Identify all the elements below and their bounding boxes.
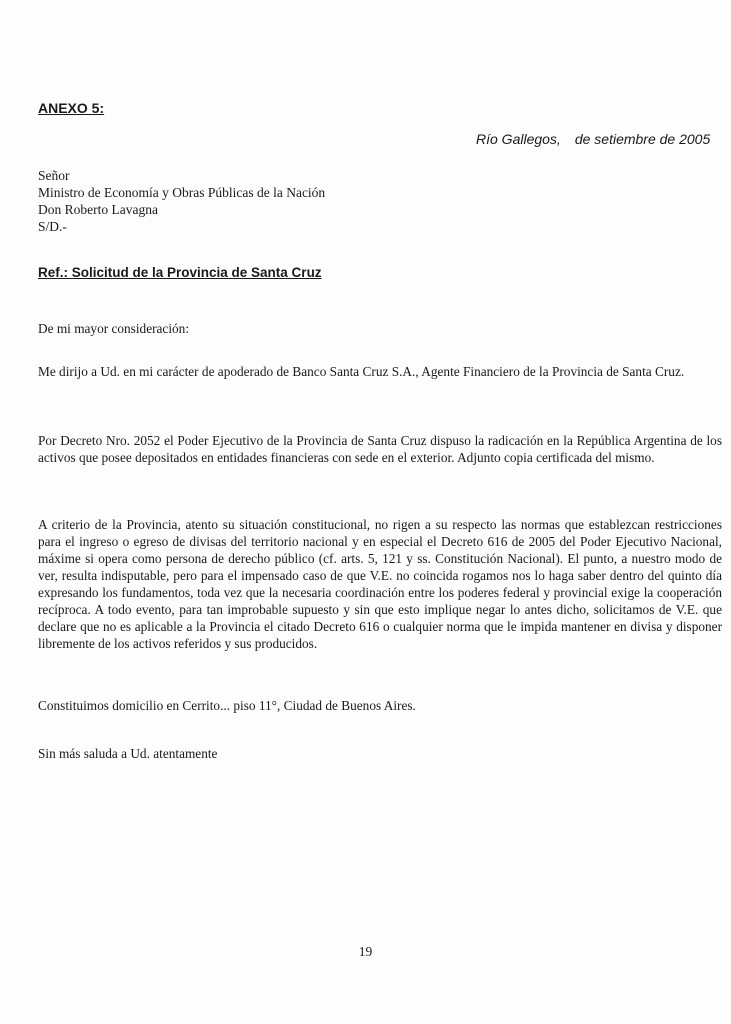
paragraph-domicile: Constituimos domicilio en Cerrito... piso 11°, Ciudad de Buenos Aires. — [38, 698, 416, 713]
reference-line: Ref.: Solicitud de la Provincia de Santa Cruz — [38, 265, 322, 280]
addressee-line-position: Ministro de Economía y Obras Públicas de la Nación — [38, 185, 326, 200]
closing: Sin más saluda a Ud. atentamente — [38, 746, 218, 761]
annex-title: ANEXO 5: — [38, 100, 105, 116]
date-line — [476, 131, 710, 147]
paragraph-criteria: A criterio de la Provincia, atento su situación constitucional, no rigen a su respecto las normas que establezcan restricciones para el ingreso o egreso de divisas del territorio nacional y en especial el Decreto 616 de 2005 del Poder Ejecutivo Nacional, máxime si opera como persona de derecho público (cf. arts. 5, 121 y ss. Constitución Nacional). El punto, a nuestro modo de ver, resulta indisputable, pero para el impensado caso de que V.E. no coincida rogamos nos lo haga saber dentro del quinto día expresando los fundamentos, toda vez que la necesaria coordinación entre los poderes federal y provincial exige la cooperación recíproca. A todo evento, para tan improbable supuesto y sin que esto implique negar lo antes dicho, solicitamos de V.E. que declare que no es aplicable a la Provincia el citado Decreto 616 o cualquier norma que le impida mantener en divisa y disponer libremente de los activos referidos y sus producidos. — [38, 517, 722, 651]
date-text: de setiembre de 2005 — [574, 131, 711, 147]
addressee-line-title: Señor — [38, 168, 70, 183]
paragraph-agent: Me dirijo a Ud. en mi carácter de apoderado de Banco Santa Cruz S.A., Agente Financiero de la Provincia de Santa Cruz. — [38, 364, 685, 379]
addressee-line-name: Don Roberto Lavagna — [38, 202, 158, 217]
place-text: Río Gallegos, — [476, 131, 561, 147]
page-number: 19 — [358, 944, 373, 959]
addressee-block — [38, 167, 325, 235]
addressee-line-sd: S/D.- — [38, 219, 67, 234]
paragraph-decree: Por Decreto Nro. 2052 el Poder Ejecutivo de la Provincia de Santa Cruz dispuso la radicación en la República Argentina de los activos que posee depositados en entidades financieras con sede en el exterior. Adjunto copia certificada del mismo. — [38, 433, 722, 465]
salutation: De mi mayor consideración: — [38, 321, 190, 336]
